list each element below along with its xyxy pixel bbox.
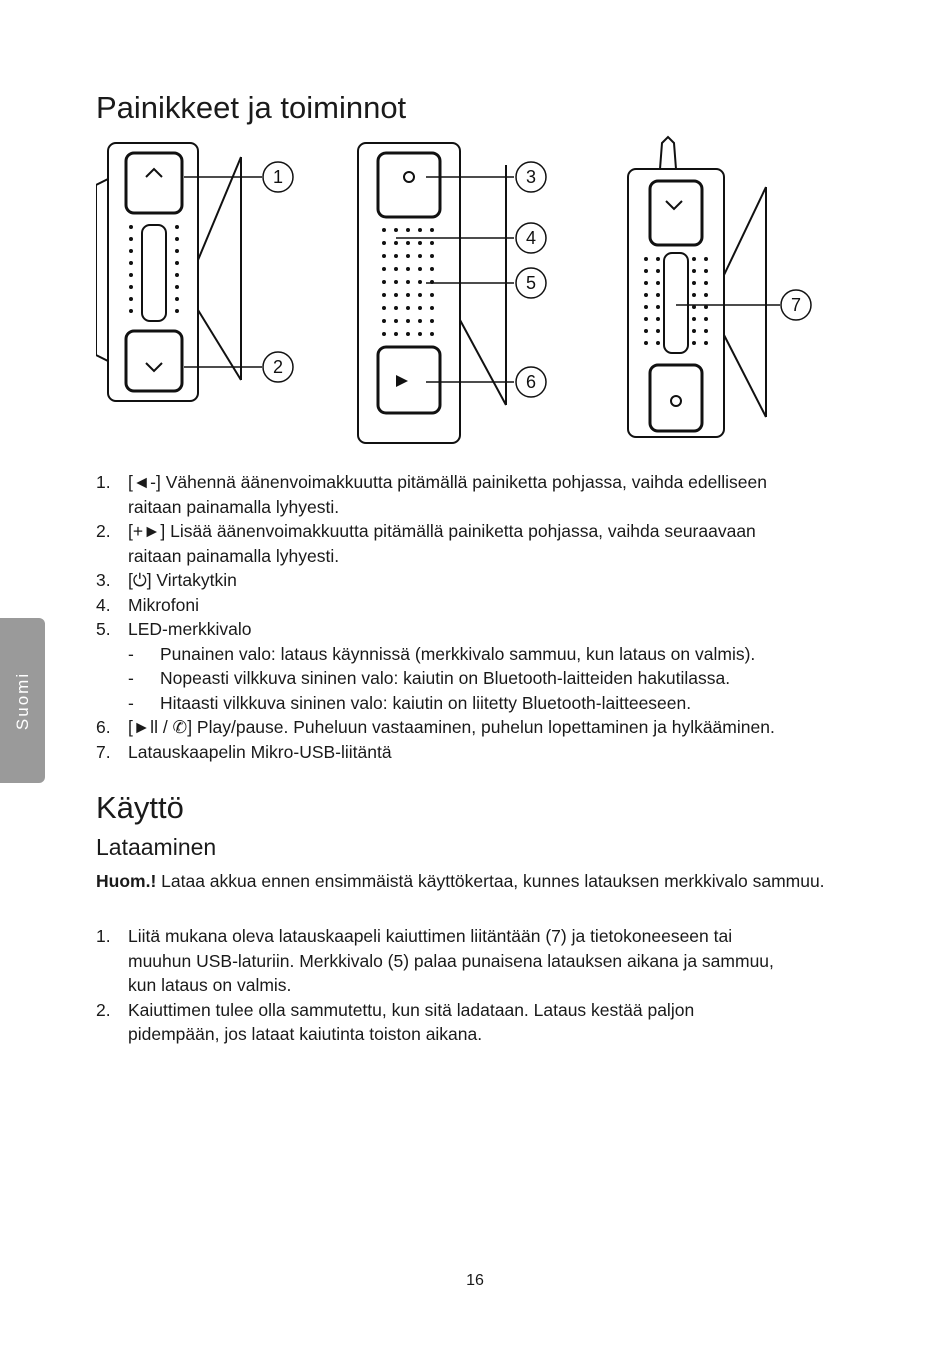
side-tab-label: Suomi bbox=[12, 671, 32, 730]
grill-dots-c bbox=[644, 257, 708, 345]
page-title: Painikkeet ja toiminnot bbox=[96, 90, 407, 125]
note-paragraph bbox=[96, 869, 866, 894]
callout-3: 3 bbox=[525, 167, 537, 187]
list-item: 5. LED-merkkivalo bbox=[96, 619, 252, 639]
list-subitem: - Hitaasti vilkkuva sininen valo: kaiutin on liitetty Bluetooth-laitteeseen. bbox=[128, 692, 692, 713]
callout-4: 4 bbox=[525, 228, 537, 248]
power-icon bbox=[404, 172, 414, 182]
callout-5: 5 bbox=[525, 273, 537, 293]
subsection-title: Lataaminen bbox=[96, 834, 217, 860]
list-subitem: - Punainen valo: lataus käynnissä (merkkivalo sammuu, kun lataus on valmis). bbox=[128, 643, 756, 664]
function-list bbox=[96, 470, 775, 764]
note-text: Lataa akkua ennen ensimmäistä käyttökertaa, kunnes latauksen merkkivalo sammuu. bbox=[156, 871, 825, 891]
callout-7: 7 bbox=[790, 295, 802, 315]
list-item: 6. [►ll / ✆] Play/pause. Puheluun vastaaminen, puhelun lopettaminen ja hylkääminen. bbox=[96, 717, 775, 737]
list-subitem: - Nopeasti vilkkuva sininen valo: kaiutin on Bluetooth-laitteiden hakutilassa. bbox=[128, 668, 731, 688]
callout-6: 6 bbox=[525, 372, 537, 392]
section-title: Käyttö bbox=[96, 790, 184, 825]
page-number: 16 bbox=[466, 1272, 484, 1289]
list-item: 3. [⏻] Virtakytkin bbox=[96, 570, 237, 590]
list-item: 2. Kaiuttimen tulee olla sammutettu, kun sitä ladataan. Lataus kestää paljon pidempään, jos lataat kaiutinta toiston aikana. bbox=[96, 999, 695, 1044]
device-left-view bbox=[96, 143, 241, 401]
charging-steps bbox=[96, 924, 774, 1047]
list-item: 2. [+►] Lisää äänenvoimakkuutta pitämällä painiketta pohjassa, vaihda seuraavaan raitaan painamalla lyhyesti. bbox=[96, 521, 756, 566]
list-item: 4. Mikrofoni bbox=[96, 594, 199, 615]
power-icon-lower bbox=[671, 396, 681, 406]
language-side-tab bbox=[0, 618, 45, 783]
callout-2: 2 bbox=[272, 357, 284, 377]
grill-dots-a bbox=[129, 225, 179, 313]
grill-dots-b bbox=[382, 228, 434, 336]
list-item: 1. [◄-] Vähennä äänenvoimakkuutta pitämällä painiketta pohjassa, vaihda edelliseen raitaan painamalla lyhyesti. bbox=[96, 472, 767, 517]
buttons-diagram bbox=[96, 135, 826, 445]
callout-1: 1 bbox=[272, 167, 284, 187]
list-item: 1. Liitä mukana oleva latauskaapeli kaiuttimen liitäntään (7) ja tietokoneeseen tai muuhun USB-laturiin. Merkkivalo (5) palaa punaisena latauksen aikana ja sammuu, kun lataus on valmis. bbox=[96, 926, 774, 995]
device-right-view bbox=[628, 137, 766, 437]
list-item: 7. Latauskaapelin Mikro-USB-liitäntä bbox=[96, 741, 392, 762]
play-pause-icon bbox=[396, 375, 408, 387]
note-label: Huom.! bbox=[96, 871, 157, 891]
